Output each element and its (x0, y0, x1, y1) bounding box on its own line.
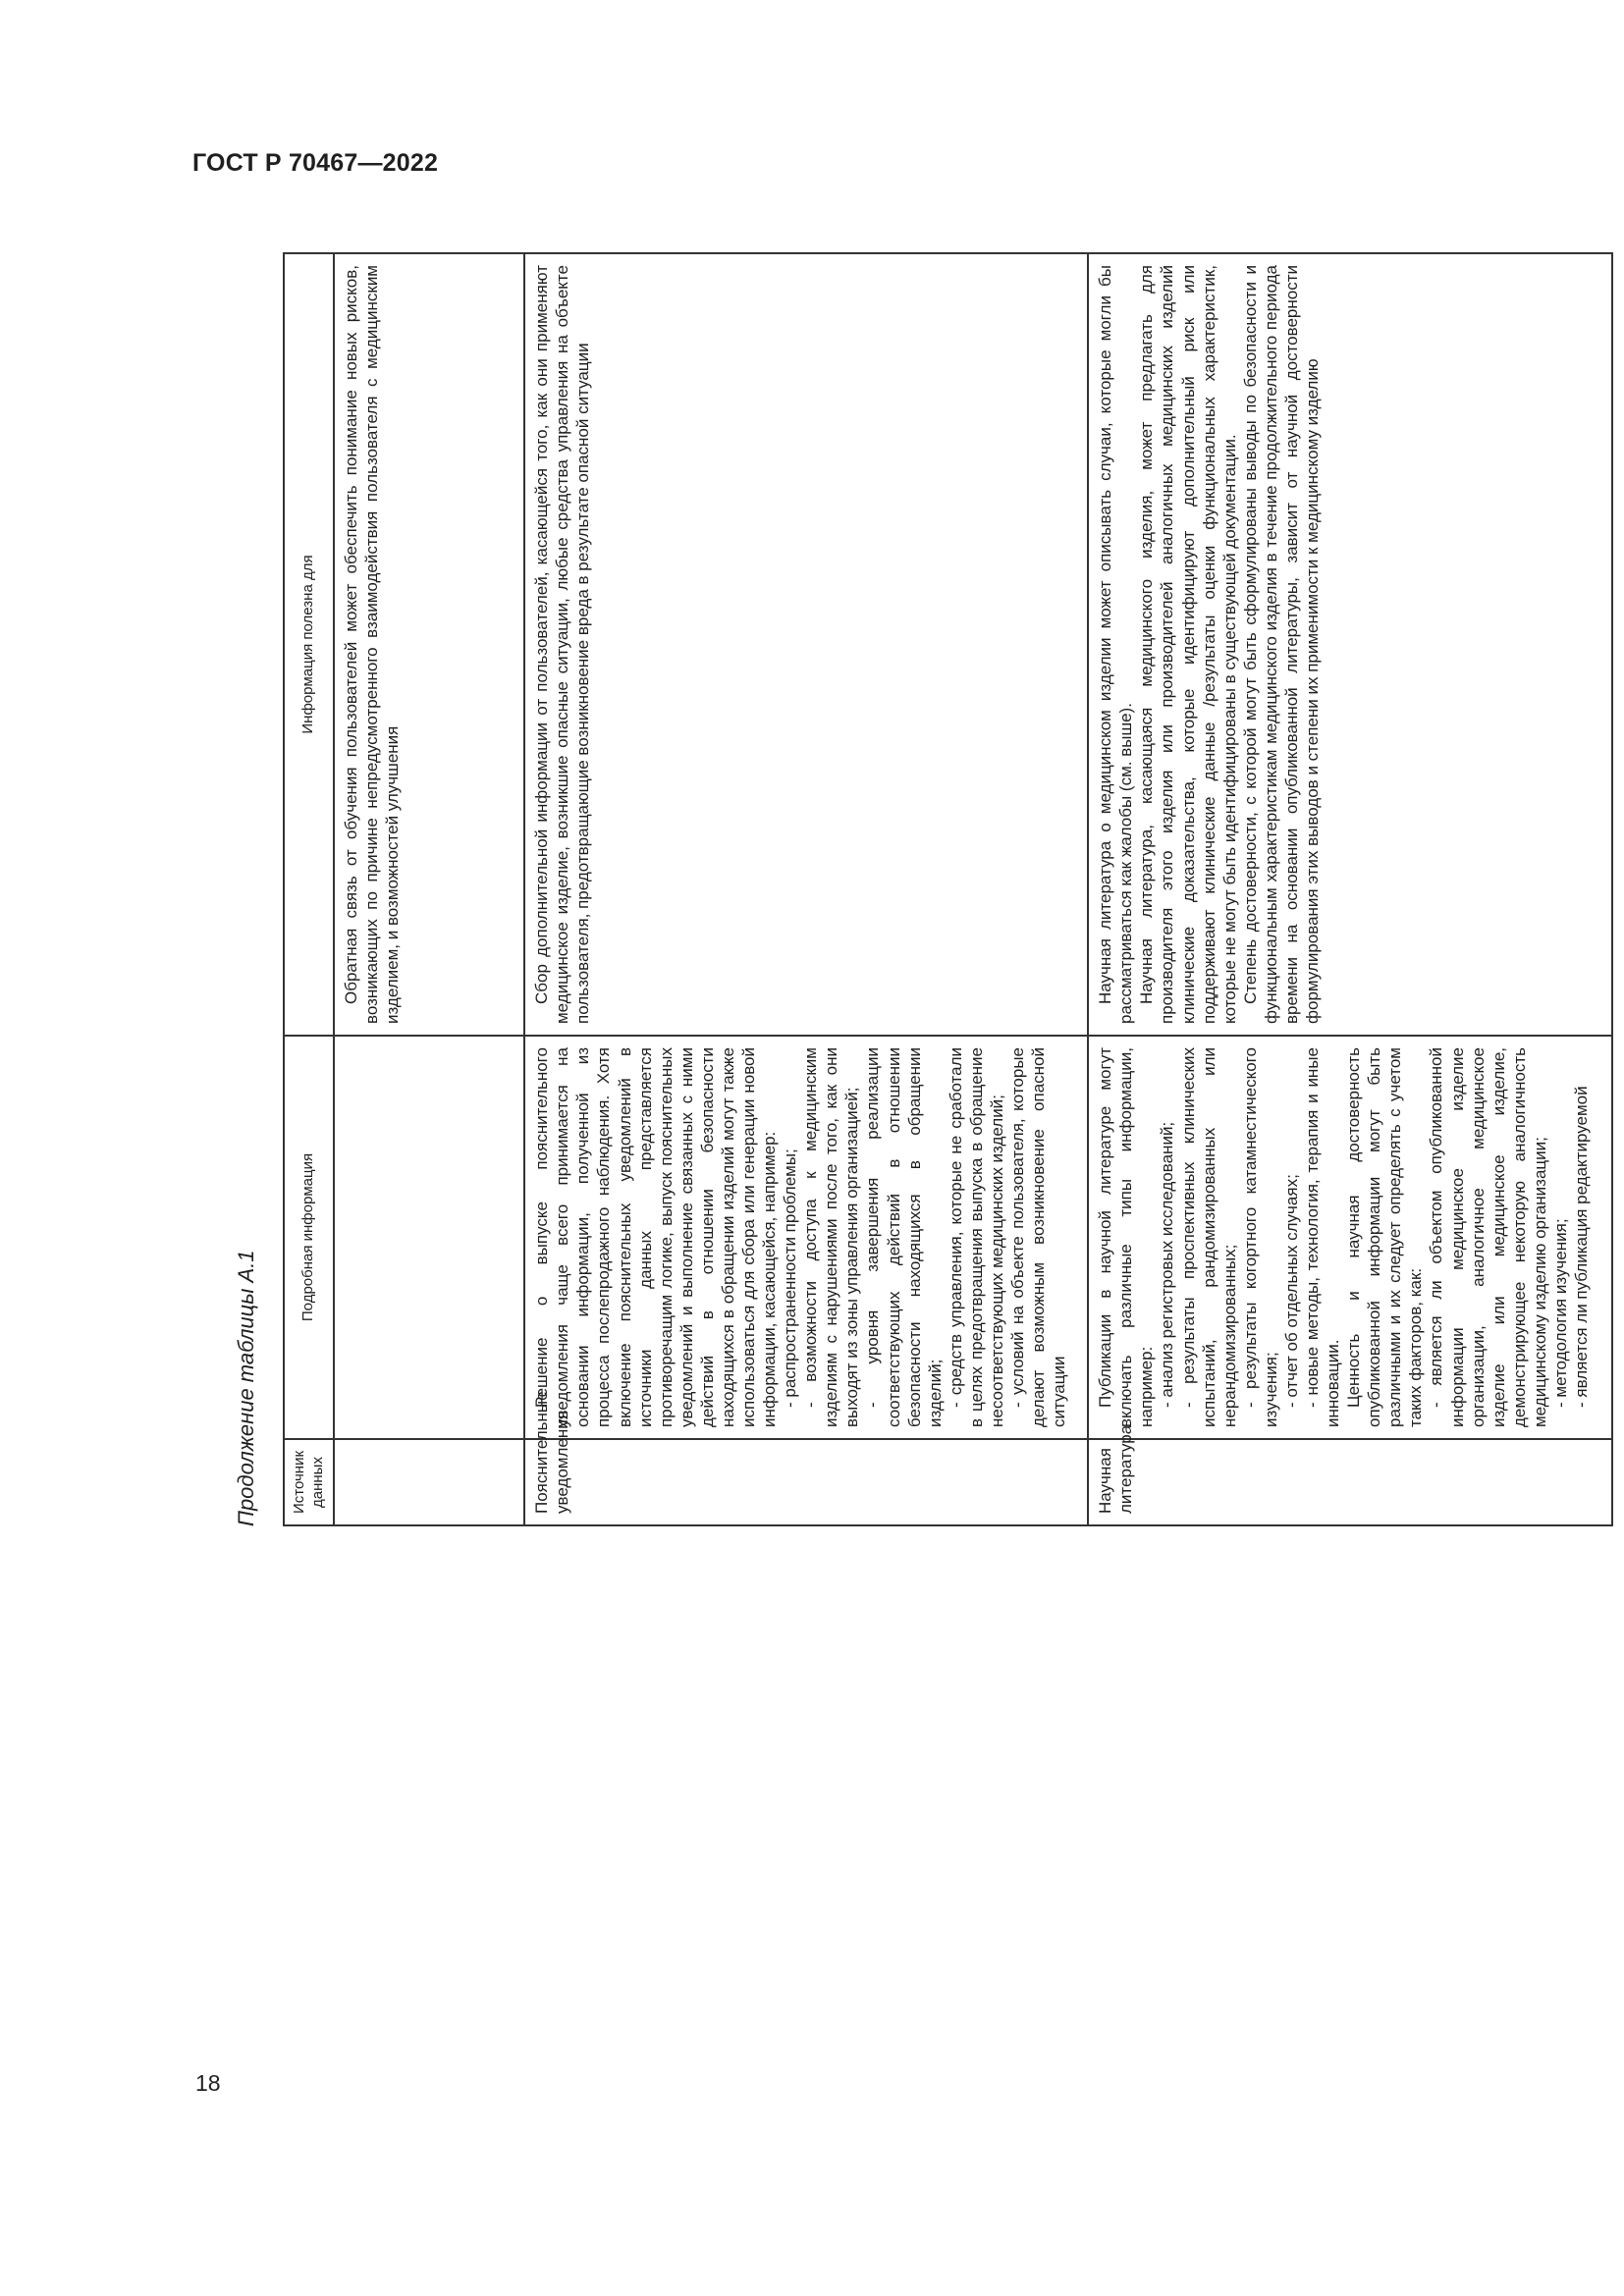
details-paragraph: Решение о выпуске пояснительного уведомления чаще всего принимается на основании информации, полученной из процесса послепродажного наблюдения. Хотя включение пояснительных уведомлений в источники данных представляется противоречащим логике, выпуск пояснительных уведомлений и выполнение связанных с ними действий в отношении безопасности находящихся в обращении изделий могут также использоваться для сбора или генерации новой информации, касающейся, например: (532, 1047, 780, 1427)
column-header-details: Подробная информация (284, 1036, 334, 1439)
table-row (1088, 253, 1612, 1525)
list-item: - возможности доступа к медицинским изделиям с нарушениями после того, как они выходят из зоны управления организацией; (801, 1047, 862, 1427)
list-item: - результаты когортного катамнестического изучения; (1240, 1047, 1280, 1427)
details-paragraph: Публикации в научной литературе могут включать различные типы информации, например: (1096, 1047, 1157, 1427)
details-list (1157, 1047, 1343, 1427)
list-item: - результаты проспективных клинических испытаний, рандомизированных или нерандомизированных; (1178, 1047, 1239, 1427)
column-header-source: Источник данных (284, 1439, 334, 1525)
useful-paragraph: Научная литература о медицинском изделии может описывать случаи, которые могли бы рассматриваться как жалобы (см. выше). (1096, 265, 1136, 1024)
rotated-table-area (234, 254, 1591, 1526)
cell-details (524, 1036, 1088, 1439)
list-item: - является ли публикация редактируемой (1571, 1086, 1591, 1408)
cell-useful (524, 253, 1088, 1036)
table-row (524, 253, 1088, 1525)
list-item: - распространенности проблемы; (781, 1148, 800, 1408)
page-number: 18 (195, 2070, 221, 2096)
column-header-useful: Информация полезна для (284, 253, 334, 1036)
table-caption: Продолжение таблицы А.1 (234, 1250, 258, 1526)
cell-useful (1088, 253, 1612, 1036)
list-item: - отчет об отдельных случаях; (1281, 1174, 1301, 1408)
cell-useful (334, 253, 524, 1036)
cell-source: Пояснительные уведомления (524, 1439, 1088, 1525)
list-item: - условий на объекте пользователя, которые делают возможным возникновение опасной ситуации (1007, 1047, 1069, 1427)
data-sources-table (283, 252, 1613, 1526)
document-header: ГОСТ Р 70467—2022 (192, 149, 439, 177)
useful-paragraph: Степень достоверности, с которой могут быть сформулированы выводы по безопасности и функциональным характеристикам медицинского изделия в течение продолжительного периода времени на основании опубликованной литературы, зависит от научной достоверности формулирования этих выводов и степени их применимости к медицинскому изделию (1240, 265, 1322, 1024)
table-header-row (284, 253, 334, 1525)
details-list (1426, 1047, 1592, 1427)
list-item: - средств управления, которые не сработали в целях предотвращения выпуска в обращение несоответствующих медицинских изделий; (946, 1047, 1006, 1427)
table-row (334, 253, 524, 1525)
details-paragraph: Ценность и научная достоверность опубликованной информации могут быть различными и их следует определять с учетом таких факторов, как: (1344, 1047, 1426, 1427)
list-item: - анализ регистровых исследований; (1158, 1121, 1177, 1408)
cell-details (334, 1036, 524, 1439)
useful-paragraph: Обратная связь от обучения пользователей может обеспечить понимание новых рисков, возникающих по причине непредусмотренного взаимодействия пользователя с медицинским изделием, и возможностей улучшения (342, 265, 403, 1024)
details-list (780, 1047, 1069, 1427)
list-item: - новые методы, технология, терапия и иные инновации. (1302, 1047, 1343, 1427)
cell-source: Научная литература (1088, 1439, 1612, 1525)
cell-source (334, 1439, 524, 1525)
cell-details (1088, 1036, 1612, 1439)
useful-paragraph: Сбор дополнительной информации от пользователей, касающейся того, как они применяют медицинское изделие, возникшие опасные ситуации, любые средства управления на объекте пользователя, предотвращающие возникновение вреда в результате опасной ситуации (532, 265, 593, 1024)
list-item: - уровня завершения реализации соответствующих действий в отношении безопасности находящихся в обращении изделий; (863, 1047, 945, 1427)
list-item: - методология изучения; (1550, 1218, 1570, 1408)
list-item: - является ли объектом опубликованной информации медицинское изделие организации, аналогичное медицинское изделие или медицинское изделие, демонстрирующее некоторую аналогичность медицинскому изделию организации; (1427, 1047, 1549, 1427)
useful-paragraph: Научная литература, касающаяся медицинского изделия, может предлагать для производителя этого изделия или производителей аналогичных медицинских изделий клинические доказательства, которые идентифицируют дополнительный риск или поддерживают клинические данные /результаты оценки функциональных характеристик, которые не могут быть идентифицированы в существующей документации. (1137, 265, 1239, 1024)
